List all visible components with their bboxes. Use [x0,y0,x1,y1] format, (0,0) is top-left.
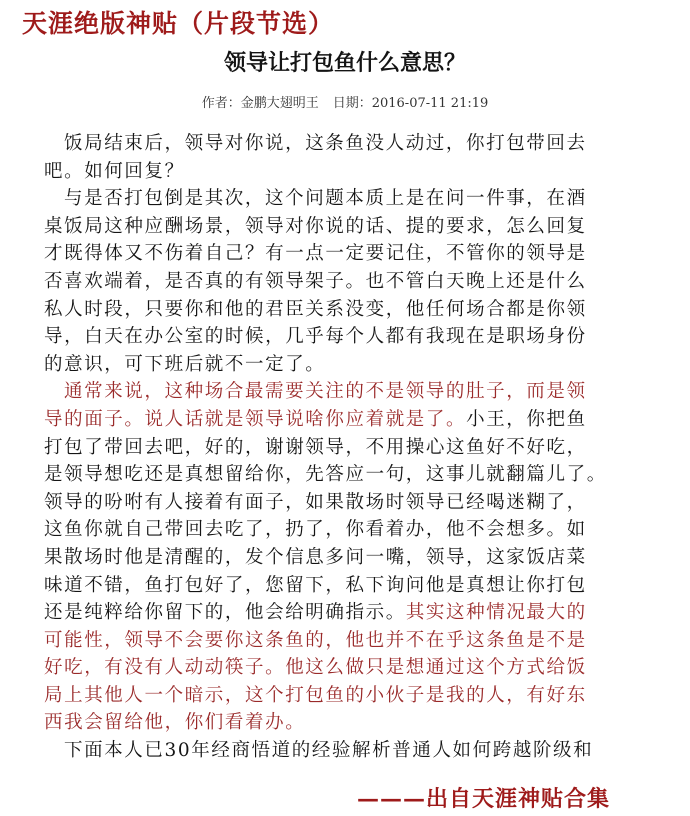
body-line: 打包了带回去吧，好的，谢谢领导，不用操心这鱼好不好吃， [44,436,587,458]
body-line: 吧。如何回复？ [44,160,185,182]
highlight-line: 局上其他人一个暗示，这个打包鱼的小伙子是我的人，有好东 [44,684,587,706]
mixed-line [44,406,660,434]
highlight-text: 导的面子。说人话就是领导说啥你应着就是了。 [44,408,467,430]
article-body [44,130,660,765]
header-title: 天涯绝版神贴（片段节选） [22,9,335,38]
body-line: 桌饭局这种应酬场景，领导对你说的话、提的要求，怎么回复 [44,215,587,237]
body-line: 才既得体又不伤着自己？有一点一定要记住，不管你的领导是 [44,243,587,265]
highlight-line: 好吃，有没有人动动筷子。他这么做只是想通过这个方式给饭 [44,657,587,679]
body-line: 是领导想吃还是真想留给你，先答应一句，这事儿就翻篇儿了。 [44,464,607,486]
body-line: 果散场时他是清醒的，发个信息多问一嘴，领导，这家饭店菜 [44,546,587,568]
highlight-line: 西我会留给他，你们看着办。 [44,712,306,734]
body-text: 小王，你把鱼 [466,408,587,430]
body-text: 还是纯粹给你留下的，他会给明确指示。 [44,602,406,624]
body-line: 否喜欢端着，是否真的有领导架子。也不管白天晚上还是什么 [44,270,587,292]
mixed-line [44,599,660,627]
body-line: 私人时段，只要你和他的君臣关系没变，他任何场合都是你领 [44,298,587,320]
body-line: 下面本人已30年经商悟道的经验解析普通人如何跨越阶级和 [64,740,594,762]
body-line: 领导的吩咐有人接着有面子，如果散场时领导已经喝迷糊了， [44,491,587,513]
highlight-text: 其实这种情况最大的 [405,602,587,624]
highlight-line: 通常来说，这种场合最需要关注的不是领导的肚子，而是领 [64,381,587,403]
body-line: 导，白天在办公室的时候，几乎每个人都有我现在是职场身份 [44,326,587,348]
body-line: 味道不错，鱼打包好了，您留下，私下询问他是真想让你打包 [44,574,587,596]
highlight-line: 可能性，领导不会要你这条鱼的，他也并不在乎这条鱼是不是 [44,629,587,651]
body-line: 这鱼你就自己带回去吃了，扔了，你看着办，他不会想多。如 [44,519,587,541]
article-title: 领导让打包鱼什么意思？ [223,50,466,76]
body-line: 饭局结束后，领导对你说，这条鱼没人动过，你打包带回去 [64,133,587,154]
article-meta [0,92,690,111]
body-line: 的意识，可下班后就不一定了。 [44,353,326,375]
source-footer: ———出自天涯神贴合集 [356,786,610,812]
date-label: 日期：2016-07-11 21:19 [332,96,489,111]
author-label: 作者：金鹏大翅明王 [201,96,319,111]
body-line: 与是否打包倒是其次，这个问题本质上是在问一件事，在酒 [64,188,587,210]
